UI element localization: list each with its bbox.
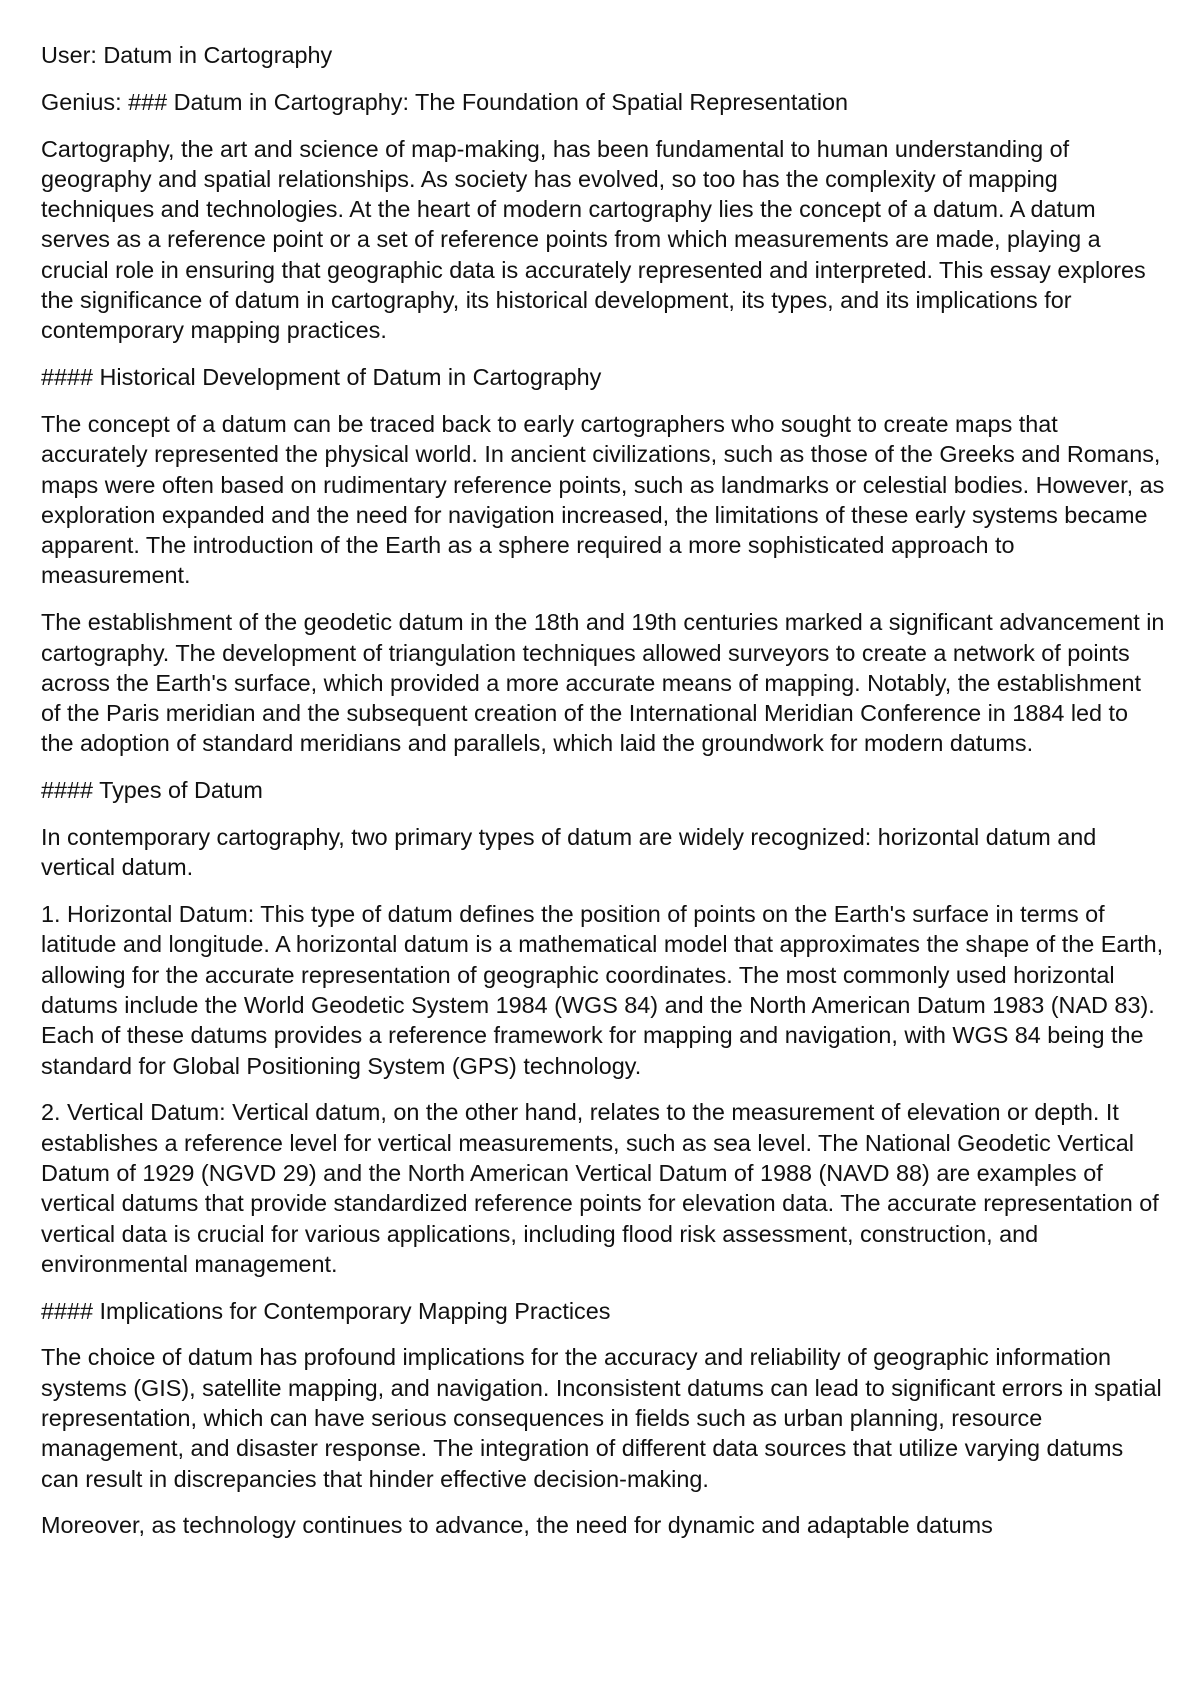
vertical-datum-item	[41, 1097, 1165, 1279]
user-message-text: Datum in Cartography	[103, 42, 333, 68]
types-intro-paragraph: In contemporary cartography, two primary types of datum are widely recognized: horizontal datum and vertical datum.	[41, 824, 1097, 881]
horizontal-datum-label: 1. Horizontal Datum:	[41, 901, 255, 928]
vertical-datum-label: 2. Vertical Datum:	[41, 1099, 226, 1126]
horizontal-datum-text: This type of datum defines the position of points on the Earth's surface in terms of latitude and longitude. A horizontal datum is a mathematical model that approximates the shape of the Earth, allowing for the accurate representation of geographic coordinates. The most commonly used horizontal datums include the World Geodetic System 1984 (WGS 84) and the North American Datum 1983 (NAD 83). Each of these datums provides a reference framework for mapping and navigation, with WGS 84 being the standard for Global Positioning System (GPS) technology.	[41, 901, 1164, 1079]
document-page	[41, 40, 1165, 1557]
user-speaker-label: User:	[41, 42, 97, 68]
vertical-datum-text: Vertical datum, on the other hand, relates to the measurement of elevation or depth. It establishes a reference level for vertical measurements, such as sea level. The National Geodetic Vertical Datum of 1929 (NGVD 29) and the North American Vertical Datum of 1988 (NAVD 88) are examples of vertical datums that provide standardized reference points for elevation data. The accurate representation of vertical data is crucial for various applications, including flood risk assessment, construction, and environmental management.	[41, 1099, 1159, 1277]
heading-types: #### Types of Datum	[41, 777, 263, 804]
implications-paragraph-2: Moreover, as technology continues to advance, the need for dynamic and adaptable datums	[41, 1512, 993, 1539]
history-paragraph-1: The concept of a datum can be traced back to early cartographers who sought to create maps that accurately represented the physical world. In ancient civilizations, such as those of the Greeks and Romans, maps were often based on rudimentary reference points, such as landmarks or celestial bodies. However, as exploration expanded and the need for navigation increased, the limitations of these early systems became apparent. The introduction of the Earth as a sphere required a more sophisticated approach to measurement.	[41, 410, 1165, 589]
history-paragraph-2: The establishment of the geodetic datum in the 18th and 19th centuries marked a significant advancement in cartography. The development of triangulation techniques allowed surveyors to create a network of points across the Earth's surface, which provided a more accurate means of mapping. Notably, the establishment of the Paris meridian and the subsequent creation of the International Meridian Conference in 1884 led to the adoption of standard meridians and parallels, which laid the groundwork for modern datums.	[41, 609, 1165, 757]
horizontal-datum-item	[41, 899, 1165, 1081]
genius-message-title	[41, 87, 1165, 117]
genius-speaker-label: Genius:	[41, 88, 122, 115]
intro-paragraph: Cartography, the art and science of map-making, has been fundamental to human understanding of geography and spatial relationships. As society has evolved, so too has the complexity of mapping techniques and technologies. At the heart of modern cartography lies the concept of a datum. A datum serves as a reference point or a set of reference points from which measurements are made, playing a crucial role in ensuring that geographic data is accurately represented and interpreted. This essay explores the significance of datum in cartography, its historical development, its types, and its implications for contemporary mapping practices.	[41, 135, 1146, 344]
heading-implications: #### Implications for Contemporary Mapping Practices	[41, 1297, 611, 1324]
heading-history: #### Historical Development of Datum in Cartography	[41, 364, 602, 391]
implications-paragraph-1: The choice of datum has profound implications for the accuracy and reliability of geographic information systems (GIS), satellite mapping, and navigation. Inconsistent datums can lead to significant errors in spatial representation, which can have serious consequences in fields such as urban planning, resource management, and disaster response. The integration of different data sources that utilize varying datums can result in discrepancies that hinder effective decision-making.	[41, 1344, 1162, 1492]
user-message	[41, 40, 1165, 70]
essay-title: ### Datum in Cartography: The Foundation of Spatial Representation	[128, 88, 849, 115]
